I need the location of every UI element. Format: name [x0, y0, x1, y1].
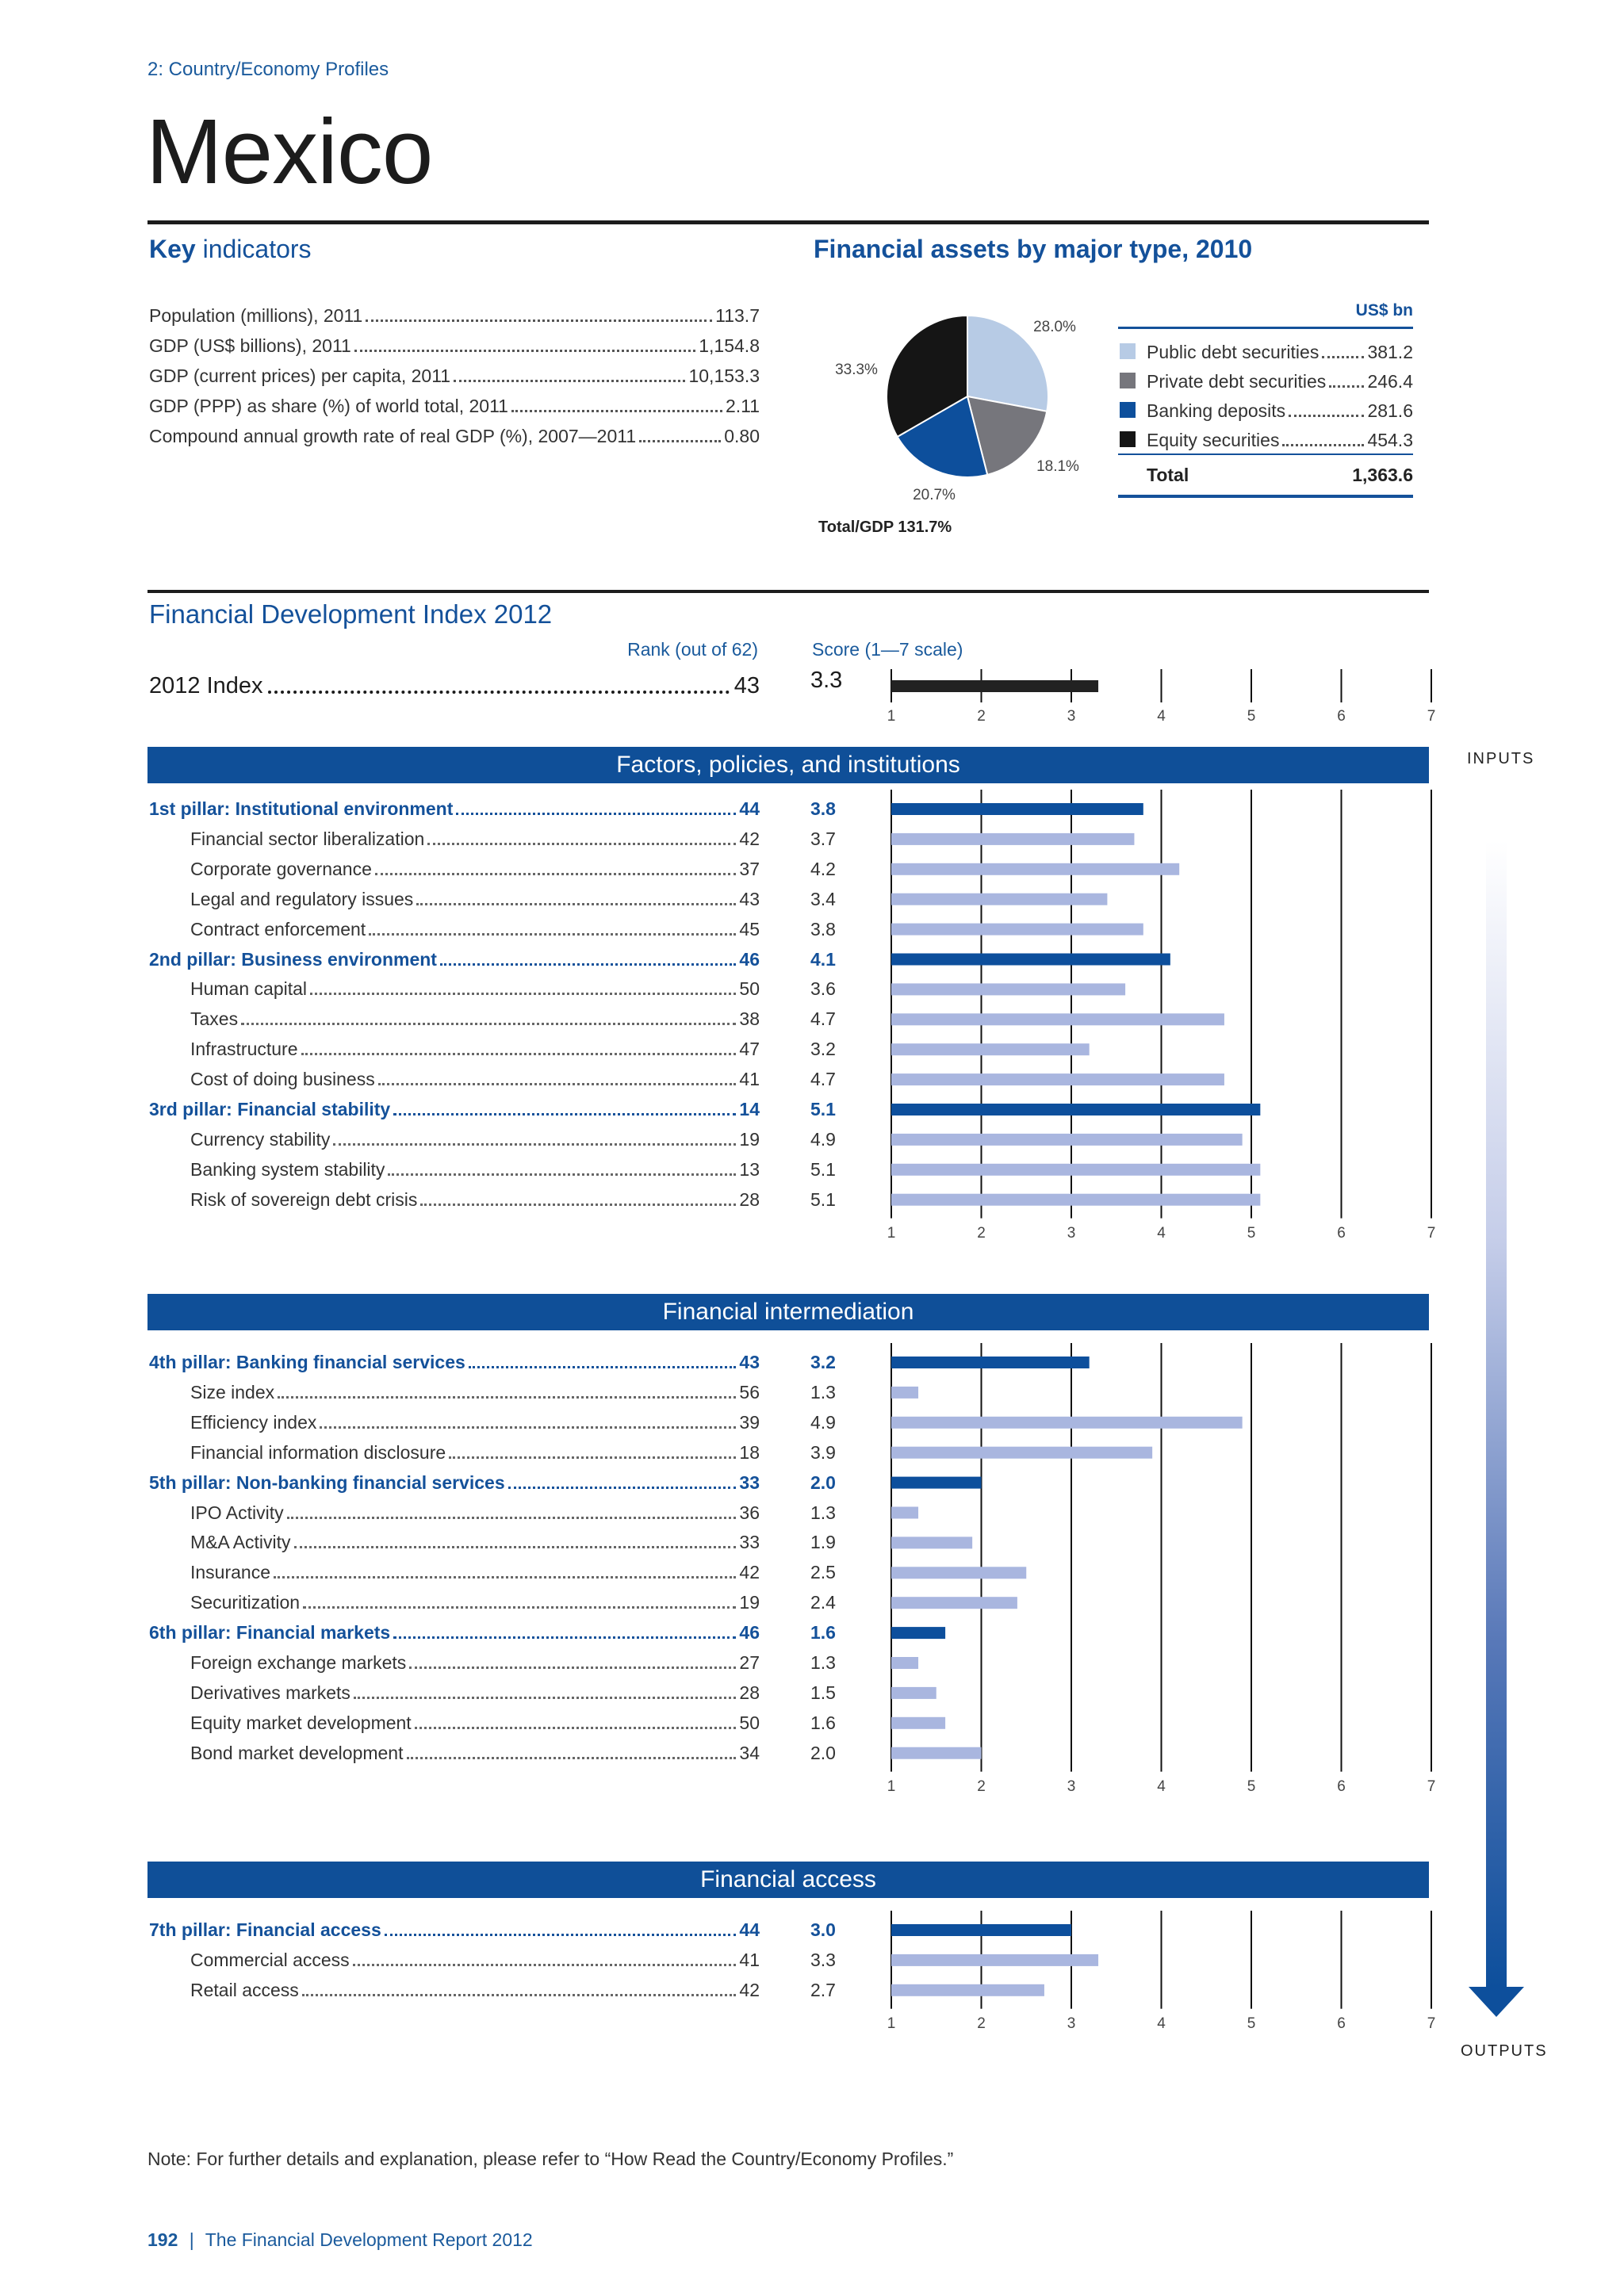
row-rank: 42: [739, 1979, 760, 2000]
leader-dots: [427, 843, 736, 845]
x-tick-label: 5: [1247, 1224, 1256, 1242]
page-number: 192: [147, 2229, 178, 2250]
row-label: Taxes: [190, 1008, 239, 1030]
row-label: Retail access: [190, 1979, 299, 2000]
legend-label: Banking deposits: [1147, 400, 1286, 421]
row-label: Financial information disclosure: [190, 1441, 446, 1463]
row-label: 1st pillar: Institutional environment: [149, 798, 454, 819]
section-kicker: 2: Country/Economy Profiles: [147, 59, 389, 80]
row-score: 4.7: [810, 1008, 836, 1030]
row-score: 5.1: [810, 1158, 836, 1180]
leader-dots: [385, 1934, 737, 1936]
x-tick-label: 2: [977, 1777, 986, 1795]
leader-dots: [274, 1576, 736, 1578]
assets-unit: US$ bn: [1355, 301, 1413, 320]
pillar-bar: [891, 1627, 945, 1639]
indicator-value: 2.11: [725, 396, 760, 416]
sub-bar: [891, 1194, 1260, 1206]
row-label: Bond market development: [190, 1742, 404, 1763]
row-score: 3.2: [810, 1039, 836, 1060]
row-rank: 50: [739, 978, 760, 1000]
leader-dots: [388, 1173, 736, 1176]
pillar-row: [190, 1675, 760, 1704]
row-label: 6th pillar: Financial markets: [149, 1622, 391, 1644]
row-score: 2.7: [810, 1979, 836, 2000]
row-label: Efficiency index: [190, 1411, 317, 1433]
indicator-value: 113.7: [715, 305, 760, 326]
fdi-title: Financial Development Index 2012: [149, 599, 553, 629]
row-score: 3.4: [810, 888, 836, 909]
row-score: 4.2: [810, 858, 836, 879]
key-indicators-title-b: indicators: [202, 235, 312, 263]
row-score: 4.9: [810, 1411, 836, 1433]
indicator-value: 10,153.3: [688, 365, 760, 386]
row-rank: 38: [739, 1008, 760, 1030]
indicator-value: 0.80: [724, 426, 760, 446]
pillar-row: [190, 1152, 760, 1181]
row-label: IPO Activity: [190, 1502, 284, 1523]
row-rank: 34: [739, 1742, 760, 1763]
row-score: 3.0: [810, 1919, 836, 1940]
row-label: Insurance: [190, 1562, 271, 1583]
row-score: 3.8: [810, 798, 836, 819]
row-rank: 43: [739, 888, 760, 909]
x-tick-label: 4: [1157, 1224, 1166, 1242]
key-indicators-title-a: Key: [149, 235, 196, 263]
leader-dots: [354, 1697, 736, 1699]
assets-total-label: Total: [1147, 465, 1189, 485]
row-score: 4.9: [810, 1128, 836, 1150]
row-label: Foreign exchange markets: [190, 1652, 407, 1673]
pie-percent-label: 33.3%: [835, 362, 878, 378]
leader-dots: [416, 903, 736, 905]
row-label: 7th pillar: Financial access: [149, 1919, 381, 1940]
pillar-row: [190, 1525, 760, 1553]
row-rank: 44: [739, 798, 760, 819]
leader-dots: [294, 1546, 737, 1548]
row-score: 3.9: [810, 1441, 836, 1463]
indicator-label: Population (millions), 2011: [149, 305, 363, 326]
row-label: 4th pillar: Banking financial services: [149, 1352, 465, 1372]
arrow-shaft: [1486, 840, 1507, 1987]
indicator-label: Compound annual growth rate of real GDP (%), 2007—2011: [149, 426, 637, 446]
row-label: Derivatives markets: [190, 1682, 350, 1703]
sub-bar: [891, 1536, 972, 1548]
leader-dots: [287, 1517, 737, 1519]
sub-bar: [891, 833, 1134, 845]
pie-percent-label: 28.0%: [1033, 319, 1076, 335]
leader-dots: [420, 1203, 736, 1206]
row-rank: 37: [739, 858, 760, 879]
outputs-label: OUTPUTS: [1461, 2042, 1548, 2060]
x-tick-label: 4: [1157, 708, 1166, 725]
x-tick-label: 2: [977, 1224, 986, 1242]
leader-dots: [409, 1667, 736, 1669]
row-label: Commercial access: [190, 1949, 350, 1970]
x-tick-label: 4: [1157, 1777, 1166, 1795]
pillar-bar: [891, 1477, 982, 1489]
pillar-row: [190, 1001, 760, 1030]
pillar-row: [190, 821, 760, 850]
sub-bar: [891, 1134, 1243, 1146]
page-title: Mexico: [146, 100, 433, 203]
row-label: 3rd pillar: Financial stability: [149, 1099, 391, 1119]
sub-bar: [891, 1507, 918, 1519]
leader-dots: [353, 1964, 737, 1966]
row-rank: 19: [739, 1128, 760, 1150]
legend-value: 381.2: [1367, 342, 1413, 362]
pillar-row: [149, 1345, 760, 1373]
pillar-row: [190, 1062, 760, 1090]
row-rank: 44: [739, 1919, 760, 1940]
sub-bar: [891, 1043, 1090, 1055]
pillar-row: [190, 1405, 760, 1433]
row-label: M&A Activity: [190, 1532, 291, 1553]
row-label: Securitization: [190, 1592, 301, 1613]
pillar-bar: [891, 1357, 1090, 1368]
pillar-row: [190, 912, 760, 940]
pillar-row: [190, 1182, 760, 1211]
row-label: Corporate governance: [190, 858, 372, 879]
score-header: Score (1—7 scale): [812, 639, 963, 660]
leader-dots: [449, 1456, 736, 1459]
x-tick-label: 5: [1247, 2015, 1256, 2032]
assets-total-value: 1,363.6: [1352, 465, 1413, 485]
row-rank: 33: [739, 1471, 760, 1493]
pillar-row: [190, 1705, 760, 1734]
row-score: 3.6: [810, 978, 836, 1000]
legend-label: Equity securities: [1147, 430, 1280, 450]
leader-dots: [508, 1487, 737, 1489]
row-rank: 45: [739, 918, 760, 939]
section-band: Financial intermediation: [147, 1294, 1429, 1330]
leader-dots: [415, 1727, 737, 1729]
sub-bar: [891, 1984, 1044, 1996]
report-name: The Financial Development Report 2012: [205, 2229, 533, 2250]
row-label: 5th pillar: Non-banking financial services: [149, 1471, 505, 1493]
row-score: 1.3: [810, 1502, 836, 1523]
pillar-row: [190, 1973, 760, 2001]
row-score: 2.4: [810, 1592, 836, 1613]
row-rank: 47: [739, 1039, 760, 1060]
x-tick-label: 2: [977, 2015, 986, 2032]
row-score: 4.7: [810, 1069, 836, 1090]
row-rank: 43: [739, 1352, 760, 1372]
pie-percent-label: 20.7%: [913, 487, 956, 503]
sub-bar: [891, 1164, 1260, 1176]
pillar-row: [190, 1735, 760, 1764]
row-score: 1.6: [810, 1622, 836, 1644]
x-tick-label: 5: [1247, 1777, 1256, 1795]
leader-dots: [440, 963, 736, 966]
row-score: 2.0: [810, 1471, 836, 1493]
pillar-row: [190, 1375, 760, 1403]
sub-bar: [891, 983, 1125, 995]
total-gdp-label: Total/GDP 131.7%: [818, 519, 952, 536]
row-rank: 13: [739, 1158, 760, 1180]
row-rank: 41: [739, 1949, 760, 1970]
x-tick-label: 6: [1337, 2015, 1346, 2032]
pillar-row: [190, 1585, 760, 1613]
x-tick-label: 5: [1247, 708, 1256, 725]
pillar-row: [149, 1092, 760, 1120]
row-label: Risk of sovereign debt crisis: [190, 1188, 418, 1210]
pillar-row: [149, 791, 760, 820]
leader-dots: [278, 1396, 736, 1399]
x-tick-label: 1: [887, 2015, 896, 2032]
leader-dots: [241, 1023, 736, 1025]
leader-dots: [303, 1606, 736, 1609]
pillar-row: [149, 1912, 760, 1941]
pillar-bar: [891, 954, 1170, 966]
row-label: Cost of doing business: [190, 1069, 375, 1090]
x-tick-label: 3: [1067, 2015, 1076, 2032]
pillar-row: [149, 1615, 760, 1644]
row-label: Financial sector liberalization: [190, 828, 425, 849]
row-label: 2nd pillar: Business environment: [149, 948, 437, 970]
row-score: 4.1: [810, 948, 836, 970]
footer-separator: |: [189, 2229, 194, 2250]
row-score: 3.7: [810, 828, 836, 849]
sub-bar: [891, 1013, 1224, 1025]
row-score: 1.9: [810, 1532, 836, 1553]
pillar-bar: [891, 1104, 1260, 1115]
row-label: Size index: [190, 1381, 275, 1402]
legend-value: 281.6: [1367, 400, 1413, 421]
sub-bar: [891, 894, 1107, 905]
pillar-row: [190, 1122, 760, 1150]
legend-label: Public debt securities: [1147, 342, 1320, 362]
row-score: 2.0: [810, 1742, 836, 1763]
pillar-row: [190, 1555, 760, 1583]
x-tick-label: 3: [1067, 1777, 1076, 1795]
leader-dots: [469, 1366, 737, 1368]
row-rank: 28: [739, 1188, 760, 1210]
leader-dots: [375, 873, 737, 875]
row-score: 3.2: [810, 1352, 836, 1372]
row-label: Banking system stability: [190, 1158, 385, 1180]
pillar-row: [190, 1435, 760, 1464]
page-footer: [147, 2229, 533, 2251]
x-tick-label: 6: [1337, 1777, 1346, 1795]
x-tick-label: 4: [1157, 2015, 1166, 2032]
pie-percent-label: 18.1%: [1036, 458, 1079, 475]
x-tick-label: 6: [1337, 708, 1346, 725]
sub-bar: [891, 863, 1179, 875]
inputs-outputs-arrow: [1465, 840, 1529, 2030]
x-tick-label: 3: [1067, 1224, 1076, 1242]
row-label: Human capital: [190, 978, 308, 1000]
leader-dots: [333, 1143, 736, 1146]
index-bar: [891, 680, 1098, 692]
indicator-label: GDP (PPP) as share (%) of world total, 2011: [149, 396, 508, 416]
leader-dots: [320, 1426, 736, 1429]
row-score: 1.5: [810, 1682, 836, 1703]
pillar-row: [190, 1031, 760, 1060]
rank-header: Rank (out of 62): [627, 639, 758, 660]
row-label: Currency stability: [190, 1128, 331, 1150]
pillar-row: [190, 1495, 760, 1524]
inputs-label: INPUTS: [1467, 750, 1535, 767]
pillar-row: [190, 1942, 760, 1971]
row-score: 1.6: [810, 1712, 836, 1733]
row-score: 1.3: [810, 1652, 836, 1673]
index-rank: 43: [733, 673, 760, 698]
legend-value: 246.4: [1367, 371, 1413, 392]
row-rank: 56: [739, 1381, 760, 1402]
pillar-row: [190, 1645, 760, 1674]
sub-bar: [891, 1073, 1224, 1085]
sub-bar: [891, 1687, 936, 1699]
row-score: 1.3: [810, 1381, 836, 1402]
leader-dots: [393, 1113, 736, 1115]
row-rank: 39: [739, 1411, 760, 1433]
pillar-bar: [891, 1924, 1071, 1936]
sub-bar: [891, 1954, 1098, 1966]
indicator-label: GDP (US$ billions), 2011: [149, 335, 351, 356]
x-tick-label: 2: [977, 708, 986, 725]
footnote: Note: For further details and explanation, please refer to “How Read the Country/Economy Profiles.”: [147, 2149, 954, 2169]
sub-bar: [891, 1717, 945, 1729]
row-score: 3.8: [810, 918, 836, 939]
indicator-label: GDP (current prices) per capita, 2011: [149, 365, 451, 386]
row-score: 3.3: [810, 1949, 836, 1970]
sub-bar: [891, 1597, 1017, 1609]
row-rank: 33: [739, 1532, 760, 1553]
leader-dots: [369, 933, 736, 936]
row-label: Infrastructure: [190, 1039, 298, 1060]
sub-bar: [891, 924, 1143, 936]
sub-bar: [891, 1447, 1152, 1459]
leader-dots: [456, 813, 736, 815]
index-label: 2012 Index: [149, 673, 263, 698]
x-tick-label: 1: [887, 708, 896, 725]
row-rank: 46: [739, 1622, 760, 1644]
x-tick-label: 7: [1427, 1224, 1436, 1242]
leader-dots: [301, 1053, 737, 1055]
legend-value: 454.3: [1367, 430, 1413, 450]
leader-dots: [378, 1083, 737, 1085]
row-label: Contract enforcement: [190, 918, 366, 939]
pillar-row: [149, 1465, 760, 1494]
pillar-row: [190, 971, 760, 1000]
x-tick-label: 1: [887, 1777, 896, 1795]
x-tick-label: 7: [1427, 2015, 1436, 2032]
assets-title: Financial assets by major type, 2010: [814, 235, 1253, 263]
section-band: Factors, policies, and institutions: [147, 747, 1429, 783]
sub-bar: [891, 1657, 918, 1669]
row-rank: 41: [739, 1069, 760, 1090]
row-score: 2.5: [810, 1562, 836, 1583]
row-score: 5.1: [810, 1099, 836, 1119]
row-rank: 27: [739, 1652, 760, 1673]
sub-bar: [891, 1417, 1243, 1429]
row-rank: 42: [739, 828, 760, 849]
row-score: 5.1: [810, 1188, 836, 1210]
row-rank: 50: [739, 1712, 760, 1733]
section-band: Financial access: [147, 1862, 1429, 1898]
leader-dots: [407, 1757, 737, 1759]
leader-dots: [310, 993, 736, 995]
row-rank: 36: [739, 1502, 760, 1523]
pillar-row: [190, 882, 760, 910]
sub-bar: [891, 1567, 1026, 1578]
pillar-row: [149, 942, 760, 970]
sub-bar: [891, 1387, 918, 1399]
pillar-row: [190, 851, 760, 880]
x-tick-label: 7: [1427, 708, 1436, 725]
arrow-head: [1469, 1987, 1524, 2017]
row-rank: 46: [739, 948, 760, 970]
index-score: 3.3: [810, 668, 843, 693]
row-rank: 14: [739, 1099, 760, 1119]
legend-label: Private debt securities: [1147, 371, 1327, 392]
row-rank: 18: [739, 1441, 760, 1463]
leader-dots: [302, 1994, 737, 1996]
x-tick-label: 7: [1427, 1777, 1436, 1795]
x-tick-label: 6: [1337, 1224, 1346, 1242]
indicator-value: 1,154.8: [699, 335, 760, 356]
row-label: Equity market development: [190, 1712, 412, 1733]
sub-bar: [891, 1747, 982, 1759]
row-label: Legal and regulatory issues: [190, 888, 414, 909]
row-rank: 42: [739, 1562, 760, 1583]
leader-dots: [393, 1636, 736, 1639]
pillar-bar: [891, 803, 1143, 815]
row-rank: 19: [739, 1592, 760, 1613]
x-tick-label: 1: [887, 1224, 896, 1242]
x-tick-label: 3: [1067, 708, 1076, 725]
row-rank: 28: [739, 1682, 760, 1703]
